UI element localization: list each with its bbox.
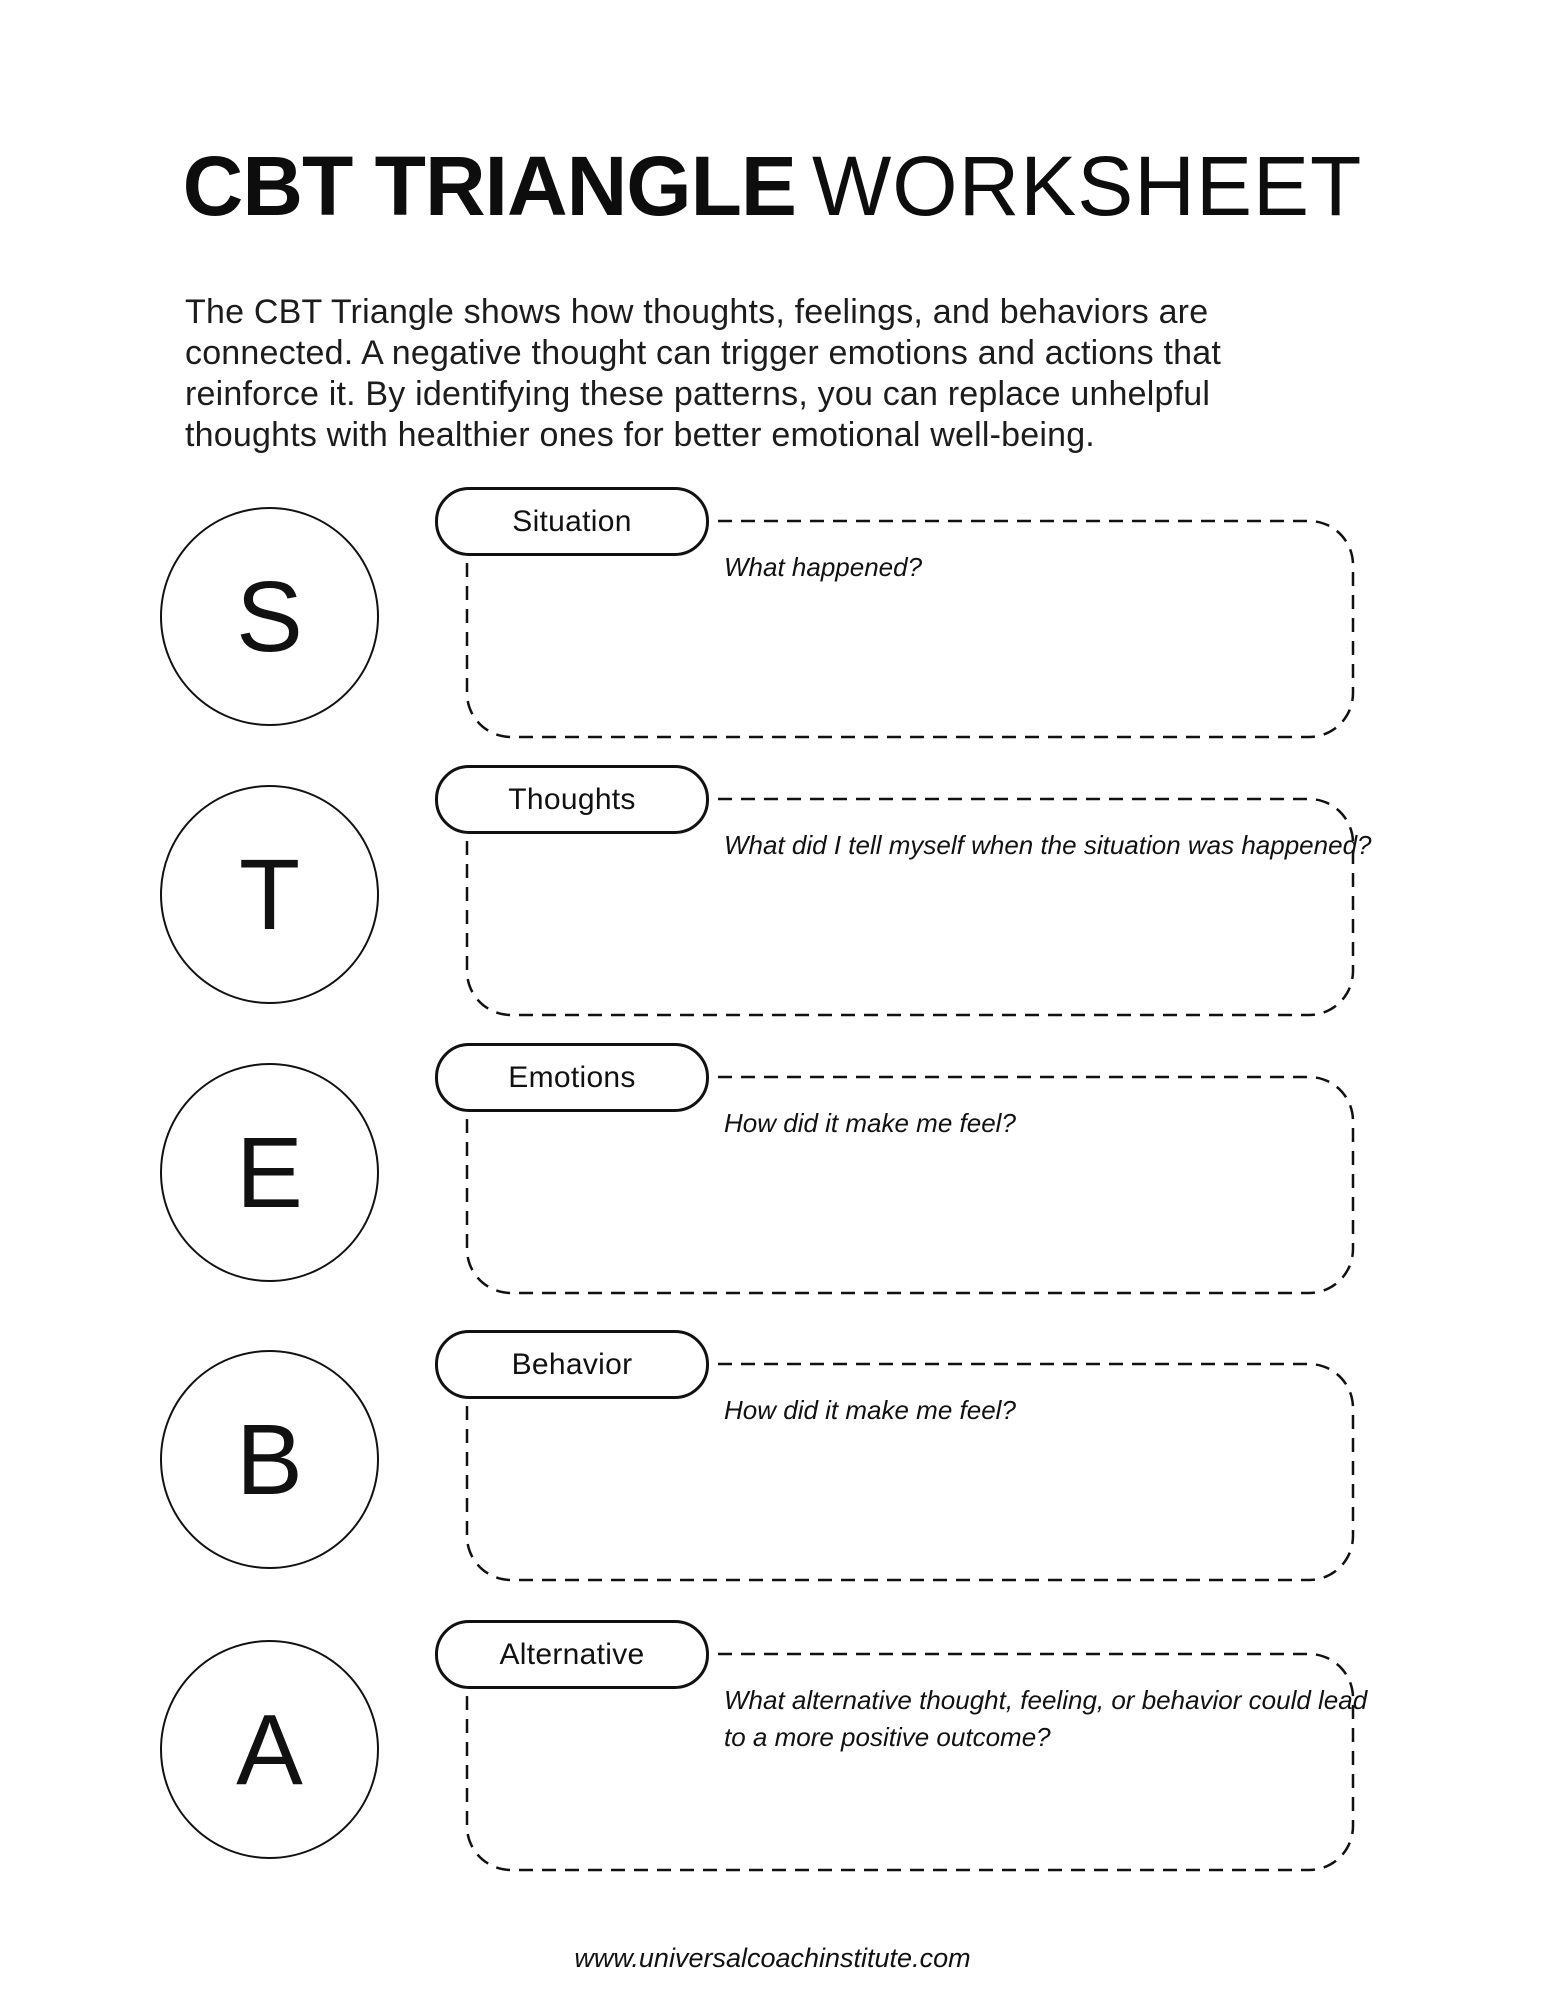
footer-link[interactable]: www.universalcoachinstitute.com: [574, 1943, 971, 1973]
section-behavior: [0, 1330, 1545, 1590]
intro-line: connected. A negative thought can trigger emotions and actions that: [185, 334, 1221, 372]
situation-prompt: [724, 549, 1404, 586]
letter-e: E: [236, 1116, 303, 1229]
intro-line: thoughts with healthier ones for better emotional well-being.: [185, 416, 1095, 454]
page-title-light: WORKSHEET: [811, 139, 1363, 233]
letter-t: T: [238, 838, 301, 951]
page-title-bold: CBT TRIANGLE: [182, 139, 796, 233]
thoughts-prompt: [724, 827, 1404, 864]
letter-a: A: [236, 1693, 303, 1806]
prompt-line: How did it make me feel?: [724, 1395, 1016, 1425]
prompt-line: What did I tell myself when the situation was happened?: [724, 830, 1372, 860]
prompt-line: How did it make me feel?: [724, 1108, 1016, 1138]
prompt-line: What alternative thought, feeling, or behavior could lead: [724, 1685, 1368, 1715]
letter-b: B: [236, 1403, 303, 1516]
prompt-line: to a more positive outcome?: [724, 1722, 1051, 1752]
intro-line: reinforce it. By identifying these patterns, you can replace unhelpful: [185, 375, 1211, 413]
letter-circle-e: [160, 1063, 379, 1282]
intro-line: The CBT Triangle shows how thoughts, feelings, and behaviors are: [185, 293, 1209, 331]
letter-circle-s: [160, 507, 379, 726]
footer: [0, 1943, 1545, 1974]
alternative-prompt: [724, 1682, 1404, 1756]
emotions-prompt: [724, 1105, 1404, 1142]
label-pill-alternative: Alternative: [435, 1620, 709, 1689]
page-title: [0, 139, 1545, 233]
prompt-line: What happened?: [724, 552, 923, 582]
label-pill-thoughts: Thoughts: [435, 765, 709, 834]
label-pill-behavior: Behavior: [435, 1330, 709, 1399]
label-pill-situation: Situation: [435, 487, 709, 556]
section-thoughts: [0, 765, 1545, 1025]
letter-circle-a: [160, 1640, 379, 1859]
label-pill-emotions: Emotions: [435, 1043, 709, 1112]
letter-circle-t: [160, 785, 379, 1004]
section-situation: [0, 487, 1545, 747]
behavior-prompt: [724, 1392, 1404, 1429]
letter-circle-b: [160, 1350, 379, 1569]
section-alternative: [0, 1620, 1545, 1880]
letter-s: S: [236, 560, 303, 673]
section-emotions: [0, 1043, 1545, 1303]
intro-paragraph: [185, 292, 1221, 456]
